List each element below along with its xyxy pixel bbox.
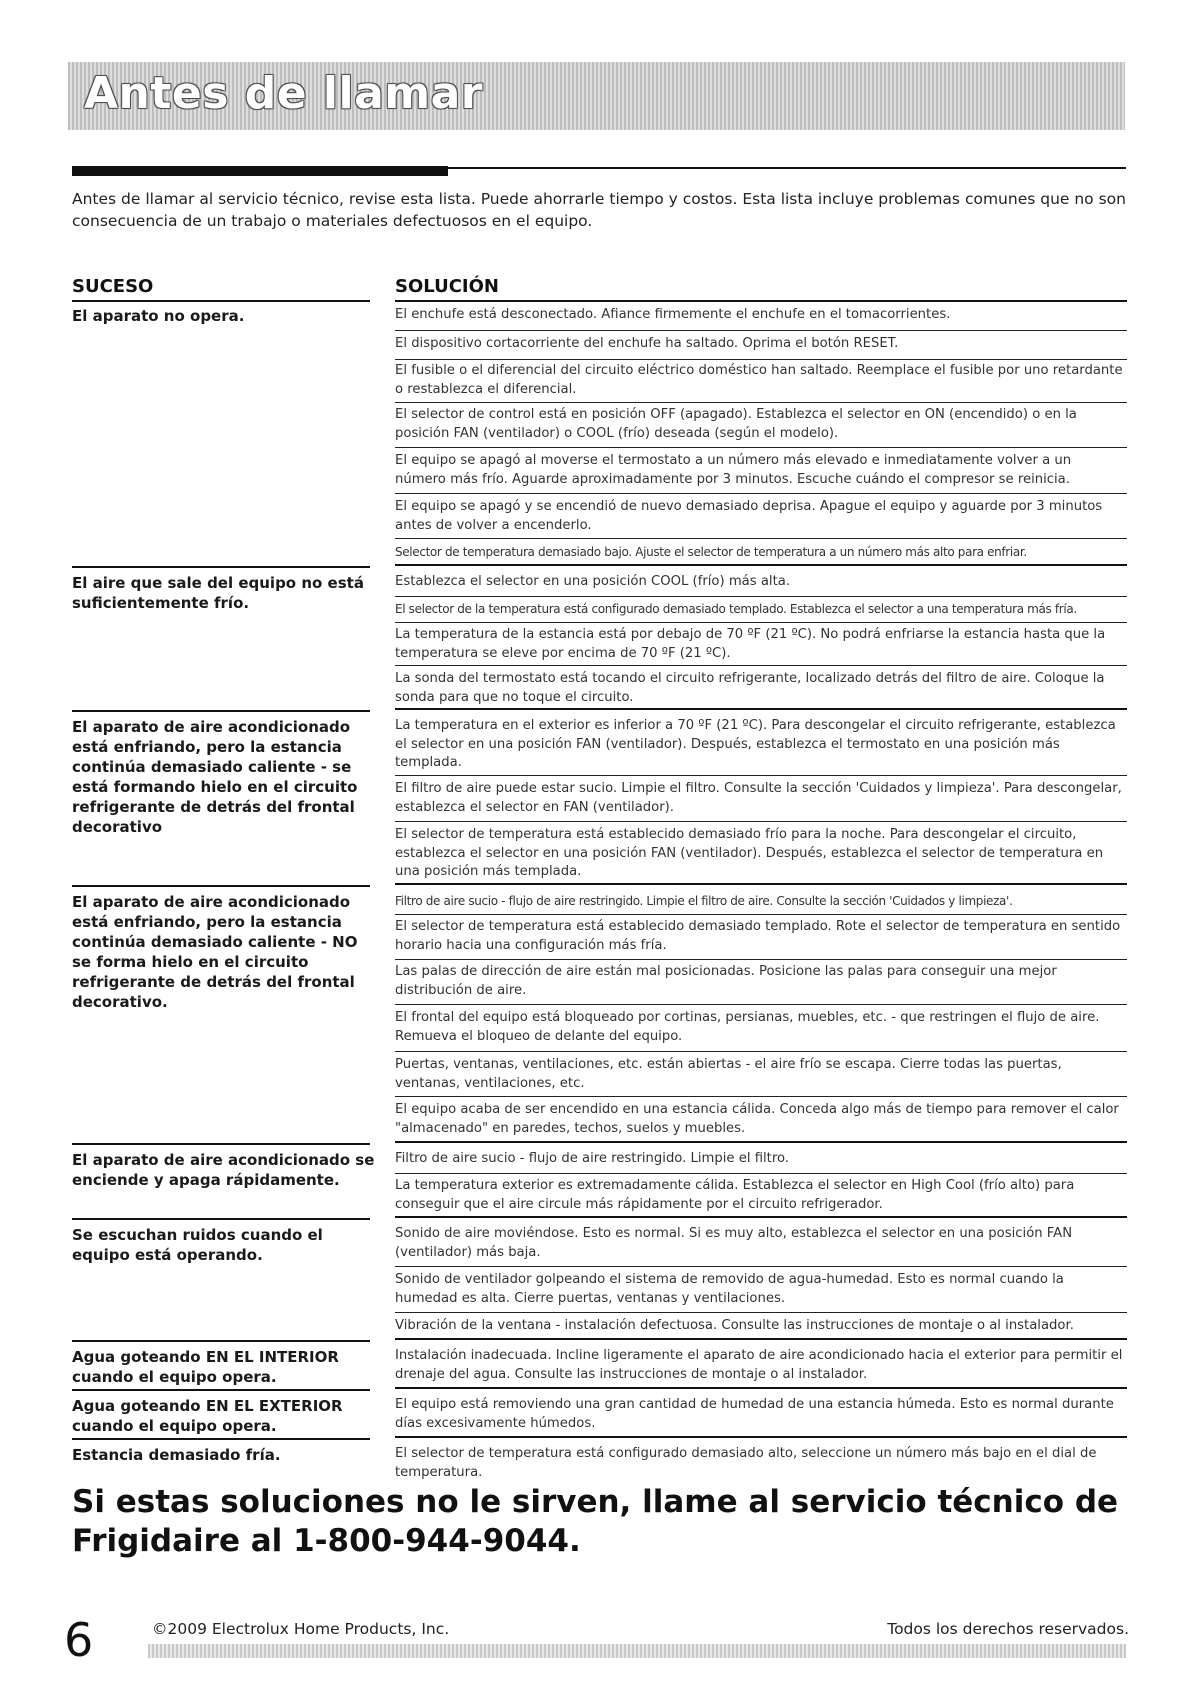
- copyright-notice: ©2009 Electrolux Home Products, Inc.: [152, 1620, 450, 1638]
- problem-title: Estancia demasiado fría.: [72, 1446, 281, 1464]
- problem-title: El aparato de aire acondicionado se enciende y apaga rápidamente.: [72, 1151, 375, 1189]
- solution-item: La temperatura en el exterior es inferior a 70 ºF (21 ºC). Para descongelar el circuito refrigerante, establezca el selector en una posición FAN (ventilador). Después, establezca el termostato en una posición más templada.: [395, 717, 1127, 776]
- page-title: Antes de llamar: [84, 68, 484, 119]
- solution-item: El dispositivo cortacorriente del enchufe ha saltado. Oprima el botón RESET.: [395, 335, 1127, 360]
- solution-item: La temperatura de la estancia está por debajo de 70 ºF (21 ºC). No podrá enfriarse la estancia hasta que la temperatura se eleve por encima de 70 ºF (21 ºC).: [395, 626, 1127, 666]
- row-separator: [72, 566, 370, 568]
- solution-item: Puertas, ventanas, ventilaciones, etc. están abiertas - el aire frío se escapa. Cierre todas las puertas, ventanas, ventilaciones, etc.: [395, 1056, 1127, 1097]
- solution-item: El selector de control está en posición OFF (apagado). Establezca el selector en ON (encendido) o en la posición FAN (ventilador) o COOL (frío) deseada (según el modelo).: [395, 406, 1127, 448]
- solution-item: Establezca el selector en una posición COOL (frío) más alta.: [395, 573, 1127, 597]
- solution-item: La sonda del termostato está tocando el circuito refrigerante, localizado detrás del filtro de aire. Coloque la sonda para que no toque el circuito.: [395, 670, 1127, 710]
- problem-title: El aparato no opera.: [72, 307, 245, 325]
- row-separator: [72, 1218, 370, 1220]
- service-callout: Si estas soluciones no le sirven, llame al servicio técnico de Frigidaire al 1-800-944-9044.: [72, 1484, 1119, 1559]
- header-rule-thick: [72, 166, 448, 176]
- solution-item: Selector de temperatura demasiado bajo. Ajuste el selector de temperatura a un número más alto para enfriar.: [395, 543, 1127, 566]
- row-separator: [72, 1438, 370, 1440]
- problem-title: Se escuchan ruidos cuando el equipo está operando.: [72, 1226, 323, 1264]
- solution-item: El selector de la temperatura está configurado demasiado templado. Establezca el selector a una temperatura más fría.: [395, 600, 1127, 623]
- page-number: 6: [64, 1613, 94, 1667]
- intro-paragraph: Antes de llamar al servicio técnico, revise esta lista. Puede ahorrarle tiempo y costos. Esta lista incluye problemas comunes que no son consecuencia de un trabajo o materiales defectuosos en el equipo.: [72, 190, 1126, 230]
- problem-title: El aparato de aire acondicionado está enfriando, pero la estancia continúa demasiado caliente - NO se forma hielo en el circuito refrigerante de detrás del frontal decorativo.: [72, 893, 358, 1011]
- solution-item: Sonido de aire moviéndose. Esto es normal. Si es muy alto, establezca el selector en una posición FAN (ventilador) más baja.: [395, 1225, 1127, 1267]
- column-heading-rule: [395, 300, 1127, 302]
- problem-title: El aparato de aire acondicionado está enfriando, pero la estancia continúa demasiado caliente - se está formando hielo en el circuito refrigerante de detrás del frontal decorativo: [72, 718, 358, 836]
- solution-item: El equipo se apagó y se encendió de nuevo demasiado deprisa. Apague el equipo y aguarde por 3 minutos antes de volver a encenderlo.: [395, 498, 1127, 539]
- column-heading-event: SUCESO: [72, 276, 154, 297]
- row-separator: [72, 1340, 370, 1342]
- problem-title: Agua goteando EN EL INTERIOR cuando el equipo opera.: [72, 1348, 339, 1386]
- solution-item: El filtro de aire puede estar sucio. Limpie el filtro. Consulte la sección 'Cuidados y limpieza'. Para descongelar, establezca el selector en FAN (ventilador).: [395, 780, 1127, 822]
- column-heading-solution: SOLUCIÓN: [395, 276, 499, 297]
- rights-notice: Todos los derechos reservados.: [887, 1620, 1129, 1638]
- solution-item: Filtro de aire sucio - flujo de aire restringido. Limpie el filtro.: [395, 1150, 1127, 1174]
- row-separator: [72, 885, 370, 887]
- header-banner: [68, 62, 1125, 130]
- solution-item: Instalación inadecuada. Incline ligeramente el aparato de aire acondicionado hacia el exterior para permitir el drenaje del agua. Consulte las instrucciones de montaje o al instalador.: [395, 1347, 1127, 1389]
- solution-item: El equipo está removiendo una gran cantidad de humedad de una estancia húmeda. Esto es normal durante días excesivamente húmedos.: [395, 1396, 1127, 1438]
- footer-band: [148, 1644, 1126, 1658]
- solution-item: El equipo acaba de ser encendido en una estancia cálida. Conceda algo más de tiempo para remover el calor "almacenado" en paredes, techos, suelos y muebles.: [395, 1101, 1127, 1143]
- row-separator: [72, 1389, 370, 1391]
- row-separator: [72, 1143, 370, 1145]
- solution-item: Filtro de aire sucio - flujo de aire restringido. Limpie el filtro de aire. Consulte la sección 'Cuidados y limpieza'.: [395, 892, 1127, 915]
- solution-item: El equipo se apagó al moverse el termostato a un número más elevado e inmediatamente volver a un número más frío. Aguarde aproximadamente por 3 minutos. Escuche cuándo el compresor se reinicia.: [395, 452, 1127, 494]
- problem-title: El aire que sale del equipo no está suficientemente frío.: [72, 574, 364, 612]
- solution-item: Las palas de dirección de aire están mal posicionadas. Posicione las palas para conseguir una mejor distribución de aire.: [395, 963, 1127, 1005]
- solution-item: El enchufe está desconectado. Afiance firmemente el enchufe en el tomacorrientes.: [395, 306, 1127, 331]
- column-heading-rule: [72, 300, 370, 302]
- solution-item: Vibración de la ventana - instalación defectuosa. Consulte las instrucciones de montaje o al instalador.: [395, 1317, 1127, 1340]
- solution-item: El selector de temperatura está establecido demasiado templado. Rote el selector de temperatura en sentido horario hacia una configuración más fría.: [395, 918, 1127, 960]
- header-rule-thin: [448, 167, 1126, 169]
- solution-item: El fusible o el diferencial del circuito eléctrico doméstico han saltado. Reemplace el fusible por uno retardante o restablezca el diferencial.: [395, 362, 1127, 403]
- solution-item: El selector de temperatura está establecido demasiado frío para la noche. Para descongelar el circuito, establezca el selector en una posición FAN (ventilador). Después, establezca el selector de temperatura en una posición más templada.: [395, 826, 1127, 885]
- solution-item: El selector de temperatura está configurado demasiado alto, seleccione un número más bajo en el dial de temperatura.: [395, 1446, 1097, 1480]
- problem-title: Agua goteando EN EL EXTERIOR cuando el equipo opera.: [72, 1397, 343, 1435]
- solution-item: El frontal del equipo está bloqueado por cortinas, persianas, muebles, etc. - que restringen el flujo de aire. Remueva el bloqueo de delante del equipo.: [395, 1009, 1127, 1052]
- solution-item: Sonido de ventilador golpeando el sistema de removido de agua-humedad. Esto es normal cuando la humedad es alta. Cierre puertas, ventanas y ventilaciones.: [395, 1271, 1127, 1313]
- solution-item: La temperatura exterior es extremadamente cálida. Establezca el selector en High Cool (frío alto) para conseguir que el aire circule más rápidamente por el circuito refrigerador.: [395, 1177, 1127, 1218]
- row-separator: [72, 710, 370, 712]
